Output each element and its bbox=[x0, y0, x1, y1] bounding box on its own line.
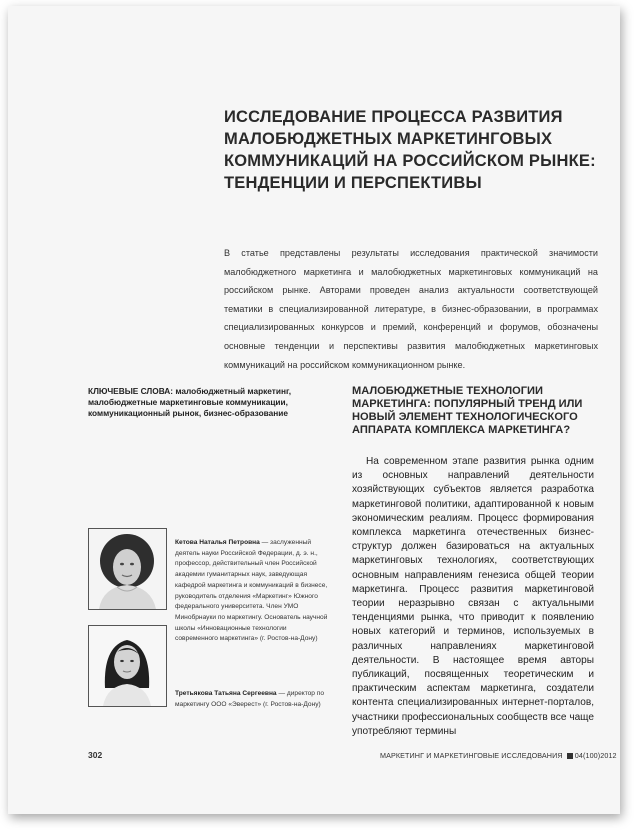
author-photo-ketova bbox=[88, 528, 167, 610]
author-description: — заслуженный деятель науки Российской Федерации, д. э. н., профессор, действительный член Российской академии гуманитарных наук, заведующая кафедрой маркетинга и коммуникаций в бизнесе, руководитель отделения «Маркетинг» Южного федерального университета. Член УМО Минобрнауки по маркетингу. Основатель научной школы «Инновационные технологии современного маркетинга» (г. Ростов-на-Дону) bbox=[175, 539, 328, 643]
square-bullet-icon bbox=[567, 753, 573, 759]
article-abstract: В статье представлены результаты исследования практической значимости малобюджетного маркетинга и малобюджетных маркетинговых коммуникаций на российском рынке. Авторами проведен анализ актуальности соответствующей тематики в специализированной литературе, в бизнес-образовании, в программах специализированных конкурсов и премий, конференций и форумов, обозначены основные тенденции и перспективы развития малобюджетных маркетинговых коммуникаций на российском коммуникационном рынке. bbox=[224, 248, 598, 370]
journal-page bbox=[8, 6, 620, 814]
journal-footer bbox=[380, 751, 617, 760]
author-bio-ketova bbox=[175, 538, 330, 645]
issue-number: 04(100)2012 bbox=[574, 751, 617, 760]
keywords: КЛЮЧЕВЫЕ СЛОВА: малобюджетный маркетинг, малобюджетные маркетинговые коммуникации, коммуникационный рынок, бизнес-образование bbox=[88, 386, 292, 418]
author-name: Третьякова Татьяна Сергеевна bbox=[175, 690, 277, 697]
author-name: Кетова Наталья Петровна bbox=[175, 539, 260, 546]
author-photo-tretyakova bbox=[88, 625, 167, 707]
author-bio-tretyakova bbox=[175, 689, 330, 710]
journal-name: МАРКЕТИНГ И МАРКЕТИНГОВЫЕ ИССЛЕДОВАНИЯ bbox=[380, 751, 563, 760]
section-body-text: На современном этапе развития рынка одним из основных направлений деятельности хозяйствующих субъектов является разработка маркетинговой политики, адаптированной к новым экономическим реалиям. Процесс формирования комплекса маркетинга отечественных бизнес-структур должен базироваться на актуальных маркетинговых технологиях, соответствующих основным направлениям генезиса общей теории маркетинга. Процесс развития маркетинговой теории неразрывно связан с актуальными тенденциями рынка, что приводит к появлению новых категорий и терминов, используемых в различных направлениях маркетинговой деятельности. В настоящее время авторы публикаций, посвященных теоретическим и практическим аспектам маркетинга, создатели контента специализированных интернет-порталов, участники профессиональных сообществ все чаще употребляют термины bbox=[352, 456, 594, 737]
author-description: — директор по маркетингу ООО «Эверест» (г. Ростов-на-Дону) bbox=[175, 690, 325, 708]
section-heading: МАЛОБЮДЖЕТНЫЕ ТЕХНОЛОГИИ МАРКЕТИНГА: ПОПУЛЯРНЫЙ ТРЕНД ИЛИ НОВЫЙ ЭЛЕМЕНТ ТЕХНОЛОГИЧЕСКОГО АППАРАТА КОМПЛЕКСА МАРКЕТИНГА? bbox=[352, 385, 583, 436]
page-number: 302 bbox=[88, 750, 103, 760]
article-title: ИССЛЕДОВАНИЕ ПРОЦЕССА РАЗВИТИЯ МАЛОБЮДЖЕТНЫХ МАРКЕТИНГОВЫХ КОММУНИКАЦИЙ НА РОССИЙСКОМ РЫНКЕ: ТЕНДЕНЦИИ И ПЕРСПЕКТИВЫ bbox=[224, 108, 596, 192]
